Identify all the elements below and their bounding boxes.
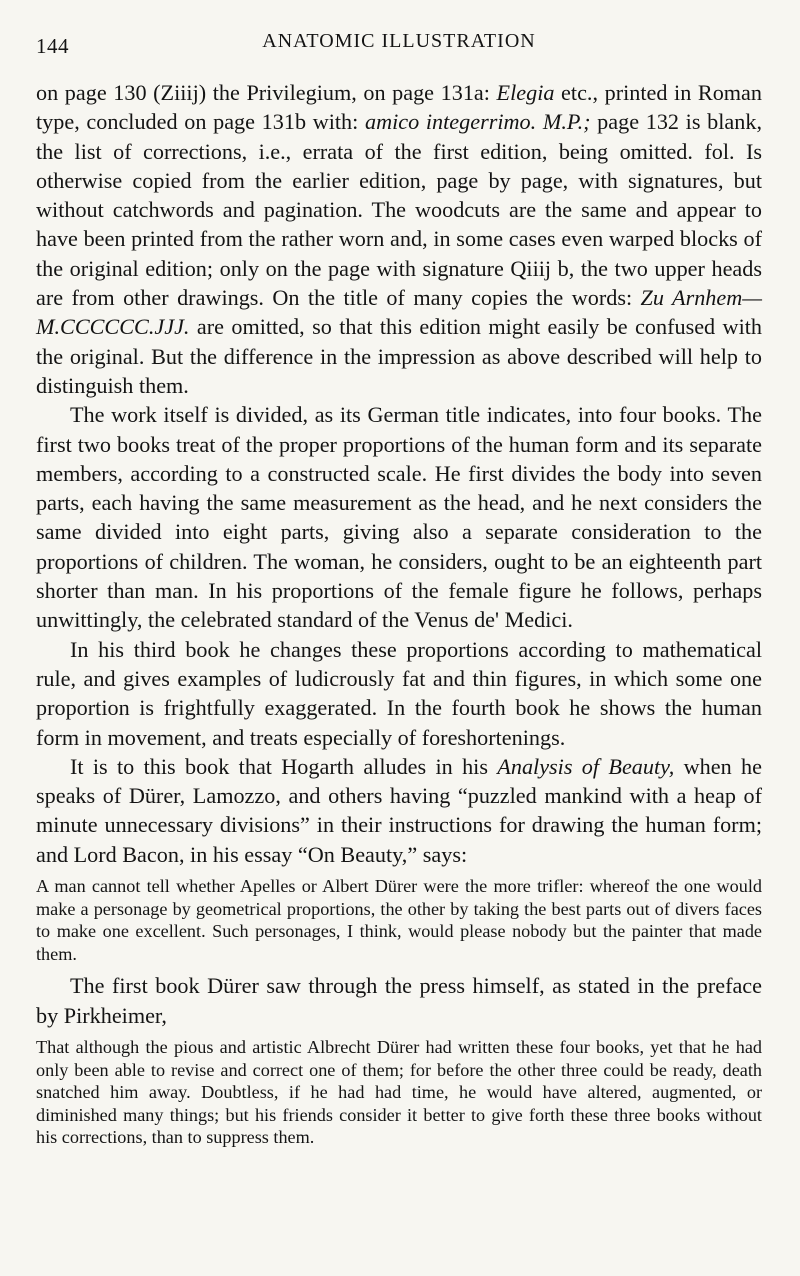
body-text <box>36 78 762 1149</box>
block-quote-pirkheimer: That although the pious and artistic Albrecht Dürer had written these four books, yet that he had only been able to revise and correct one of them; for before the other three could be ready, death snatched him away. Doubtless, if he had had time, he would have altered, augmented, or diminished many things; but his friends consider it better to give forth these three books without his corrections, than to suppress them. <box>36 1036 762 1148</box>
paragraph-bibliographic-note: on page 130 (Ziiij) the Privilegium, on page 131a: Elegia etc., printed in Roman type, concluded on page 131b with: amico integerrimo. M.P.; page 132 is blank, the list of corrections, i.e., errata of the first edition, being omitted. fol. Is otherwise copied from the earlier edition, page by page, with signatures, but without catchwords and pagination. The woodcuts are the same and appear to have been printed from the rather worn and, in some cases even warped blocks of the original edition; only on the page with signature Qiiij b, the two upper heads are from other drawings. On the title of many copies the words: Zu Arnhem—M.CCCCCC.JJJ. are omitted, so that this edition might easily be confused with the original. But the difference in the impression as above described will help to distinguish them. <box>36 80 762 398</box>
running-head <box>36 30 762 58</box>
block-quote-bacon: A man cannot tell whether Apelles or Albert Dürer were the more trifler: whereof the one would make a personage by geometrical proportions, the other by taking the best parts out of divers faces to make one excellent. Such personages, I think, would please nobody but the painter that made them. <box>36 876 762 964</box>
page-number: 144 <box>36 34 69 58</box>
running-title: ANATOMIC ILLUSTRATION <box>262 30 536 52</box>
paragraph-pirkheimer: The first book Dürer saw through the press himself, as stated in the preface by Pirkheimer, <box>36 973 762 1028</box>
paragraph-hogarth: It is to this book that Hogarth alludes in his Analysis of Beauty, when he speaks of Dürer, Lamozzo, and others having “puzzled mankind with a heap of minute unnecessary divisions” in their instructions for drawing the human form; and Lord Bacon, in his essay “On Beauty,” says: <box>36 753 762 867</box>
paragraph-third-book: In his third book he changes these proportions according to mathematical rule, and gives examples of ludicrously fat and thin figures, in which some one proportion is frightfully exaggerated. In the fourth book he shows the human form in movement, and treats especially of foreshortenings. <box>36 636 762 750</box>
paragraph-four-books: The work itself is divided, as its German title indicates, into four books. The first two books treat of the proper proportions of the human form and its separate members, according to a constructed scale. He first divides the body into seven parts, each having the same measurement as the head, and he next considers the same divided into eight parts, giving also a separate consideration to the proportions of children. The woman, he considers, ought to be an eighteenth part shorter than man. In his proportions of the female figure he follows, perhaps unwittingly, the celebrated standard of the Venus de' Medici. <box>36 402 762 633</box>
